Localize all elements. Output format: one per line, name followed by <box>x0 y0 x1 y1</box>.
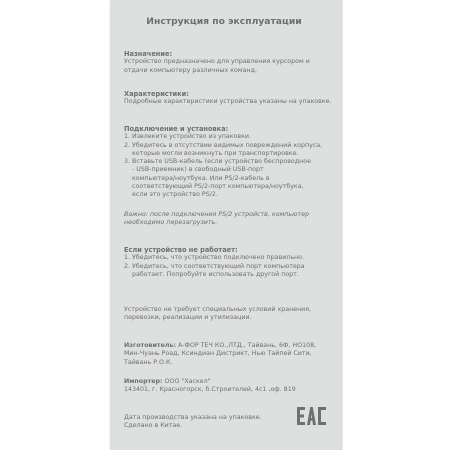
footer-line: Дата производства указана на упаковке. <box>124 414 262 421</box>
purpose-section <box>124 50 336 75</box>
storage-line: Устройство не требует специальных условий хранения, <box>124 306 312 313</box>
list-item-text: Извлеките устройство из упаковки. <box>132 133 252 141</box>
specs-section <box>124 90 336 107</box>
list-item-text: которые могли возникнуть при транспортировке. <box>132 149 299 157</box>
storage-section <box>124 306 336 323</box>
document-title: Инструкция по эксплуатации <box>146 16 302 27</box>
list-item-text: Убедитесь в отсутствии видимых повреждений корпуса, <box>132 141 323 149</box>
instruction-document <box>124 0 336 450</box>
manufacturer-label: Изготовитель: <box>124 342 176 349</box>
list-item <box>124 254 336 262</box>
list-item-text: Убедитесь, что устройство подключено правильно. <box>132 254 304 262</box>
footer-line: Сделано в Китае. <box>124 422 183 430</box>
install-heading: Подключение и установка: <box>124 125 229 133</box>
purpose-line: отдачи компьютеру различных команд. <box>124 66 257 74</box>
importer-text: ООО "Хаскел" <box>162 378 211 385</box>
trouble-heading: Если устройство не работает: <box>124 246 238 254</box>
list-item-number: 1. <box>124 133 131 141</box>
list-item-number: 2. <box>124 141 131 149</box>
list-item-text: Убедитесь, что соответствующий порт компьютера <box>132 262 305 270</box>
note-line: Важно: после подключения PS/2 устройств, компьютер <box>124 211 309 218</box>
install-note <box>124 211 336 228</box>
list-item-text: работает. Попробуйте использовать другой порт. <box>132 270 299 278</box>
list-item <box>124 142 336 150</box>
eac-mark-icon <box>296 406 327 426</box>
trouble-section <box>124 246 336 279</box>
list-item-number: 3. <box>124 158 131 166</box>
list-item-text: компьютера/ноутбука. Или PS/2-кабель в <box>132 174 270 182</box>
install-section <box>124 125 336 200</box>
list-item-text: Вставьте USB-кабель (если устройство беспроводное <box>132 158 311 166</box>
list-item-text: - USB-приемник) в свободный USB-порт <box>132 166 264 174</box>
manufacturer-text: Мин-Чуань Роад, Ксиндиан Дистрикт, Нью Тайпей Сити, <box>124 350 312 358</box>
purpose-line: Устройство предназначено для управления курсором и <box>124 58 310 66</box>
list-item-number: 2. <box>124 262 131 270</box>
specs-heading: Характеристики: <box>124 90 189 98</box>
purpose-heading: Назначение: <box>124 50 173 58</box>
list-item <box>124 263 336 271</box>
list-item-text: если это устройство PS/2. <box>132 191 218 199</box>
importer-section <box>124 378 336 395</box>
list-item-number: 1. <box>124 254 131 262</box>
manufacturer-text: А-ФОР ТЕЧ КО.,ЛТД., Тайвань, 6Ф, НО108, <box>175 342 317 349</box>
manufacturer-text: Тайвань Р.О.К. <box>124 358 173 366</box>
importer-label: Импортер: <box>124 378 163 385</box>
list-item-text: соответствующий PS/2-порт компьютера/ноутбука, <box>132 183 304 191</box>
manufacturer-section <box>124 342 336 367</box>
specs-line: Подробные характеристики устройства указаны на упаковке. <box>124 98 332 106</box>
list-item <box>124 133 336 141</box>
note-line: необходимо перезагрузить. <box>124 219 218 227</box>
storage-line: перевозки, реализации и утилизации. <box>124 314 252 322</box>
importer-text: 143401, г. Красногорск, б.Строителей, 4с1 ,оф. 819 <box>124 386 296 394</box>
sheet-edge <box>340 0 343 450</box>
